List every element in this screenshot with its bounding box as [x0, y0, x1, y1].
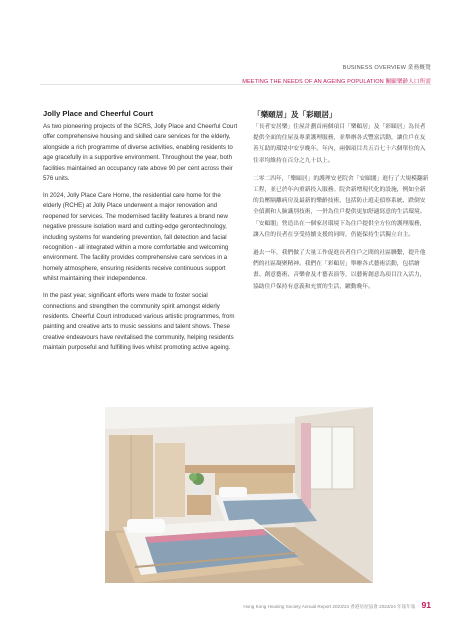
english-heading: Jolly Place and Cheerful Court: [43, 109, 154, 118]
chinese-paragraph-1: 「長者安居樂」住屋計劃首兩個項目「樂頤居」及「彩頤居」為長者提供全面的住屋及專業護理服務，並舉辦各式豐富活動，讓住戶在友善互助的環境中安享晚年。年內，兩個項目共五百七十六個單位的入住率均維持在百分之九十以上。: [253, 124, 426, 164]
chinese-paragraph-3: 過去一年，我們做了大量工作促進長者住戶之間的社區聯繫，提升他們的社區凝聚精神。我們在「彩頤居」舉辦各式藝術活動，包括繪畫、創意藝術、音樂會及才藝表演等，以藝術創意為項目注入活力，協助住戶保持有意義和充實的生活，躍動晚年。: [253, 250, 426, 290]
english-column: [43, 109, 239, 360]
chinese-column: [253, 109, 431, 300]
chinese-paragraph-2: 二零二四年，「樂頤居」的護理安老院舍「安頤閣」進行了大規模翻新工程，並已於年內重新投入服務。院舍新增現代化的設施，例如全新的負壓隔離病房及最新的樂齡技術，包括防止遊走偵察系統、跌倒安全偵測和人臉識別技術，一併為住戶提供更加舒適寫意的生活環境。「安頤閣」營造出在一個家居環境下為住戶提供全方位的護理服務，讓入住的長者在享受持續支援的同時，仍能保持生活獨立自主。: [253, 175, 429, 238]
page-number: 91: [421, 600, 431, 610]
page-header: [242, 63, 431, 85]
english-paragraph-2: In 2024, Jolly Place Care Home, the residential care home for the elderly (RCHE) at Jolly Place underwent a major renovation and reopened for services. The modernised facility features a brand new negative pressure isolation ward and cutting-edge gerontechnology, including systems for wandering prevention, fall detection and facial recognition - all integrated within a more comfortable and welcoming environment. The facility provides comprehensive care services in a homely atmosphere, ensuring residents receive continuous support whilst maintaining their independence.: [43, 191, 229, 283]
subsection-label: MEETING THE NEEDS OF AN AGEING POPULATION 關顧樂齡人口所需: [242, 79, 431, 85]
footer-publication: Hong Kong Housing Society Annual Report 2023/24 香港房屋協會 2023/24 年報年報: [243, 604, 416, 609]
care-home-bedroom-photo: [105, 407, 373, 583]
english-paragraph-1: As two pioneering projects of the SCRS, Jolly Place and Cheerful Court offer comprehensive housing and skilled care services for the elderly, alongside a rich programme of diverse activities, enabling residents to age gracefully in a supportive environment. Throughout the year, both facilities maintained an occupancy rate above 90 per cent across their 576 units.: [43, 123, 238, 183]
header-divider: [40, 84, 431, 85]
page-footer: [243, 600, 431, 610]
chinese-heading: 「樂頤居」及「彩頤居」: [253, 110, 337, 119]
section-label: BUSINESS OVERVIEW 業務概覽: [342, 65, 431, 71]
english-paragraph-3: In the past year, significant efforts were made to foster social connections and strengthen the community spirit amongst elderly residents. Cheerful Court introduced various artistic programmes, from painting and creative arts to music sessions and talent shows. These creative endeavours have revitalised the community, helping residents maintain purposeful and fulfilling lives whilst promoting active ageing.: [43, 292, 235, 352]
